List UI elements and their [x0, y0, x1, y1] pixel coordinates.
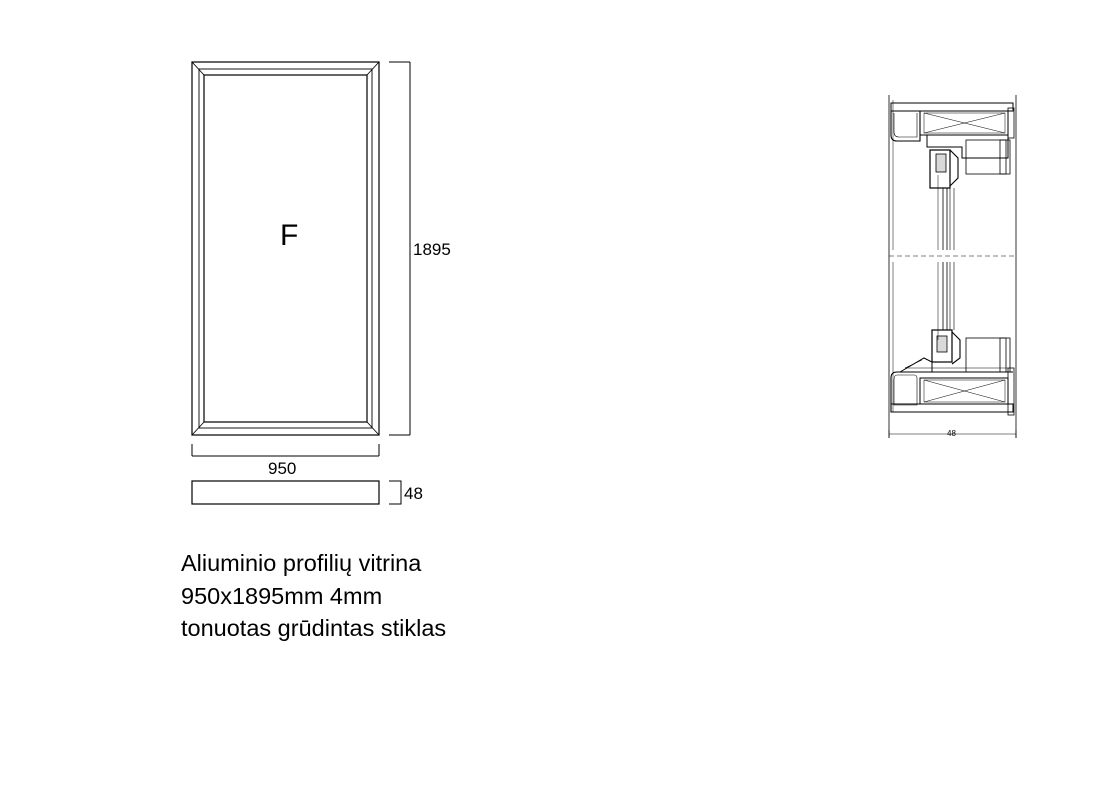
height-label: 1895 [413, 240, 451, 259]
depth-view [192, 481, 401, 504]
corner-line-tr [367, 62, 379, 75]
width-dimension [192, 444, 379, 456]
corner-line-bl [192, 422, 204, 435]
depth-label: 48 [404, 484, 423, 503]
depth-bracket [389, 481, 401, 504]
corner-line-br [367, 422, 379, 435]
width-label: 950 [268, 459, 297, 478]
panel-label: F [280, 219, 299, 252]
section-depth-label: 48 [947, 429, 956, 438]
top-profile [891, 103, 1014, 250]
description-line-3: tonuotas grūdintas stiklas [181, 615, 447, 641]
bottom-profile [891, 262, 1014, 415]
description-line-2: 950x1895mm 4mm [181, 582, 383, 609]
height-dimension [389, 62, 410, 435]
section-view [889, 95, 1016, 438]
depth-profile [192, 481, 379, 504]
description-line-1: Aliuminio profilių vitrina [181, 550, 422, 576]
product-description [181, 547, 446, 645]
corner-line-tl [192, 62, 204, 75]
